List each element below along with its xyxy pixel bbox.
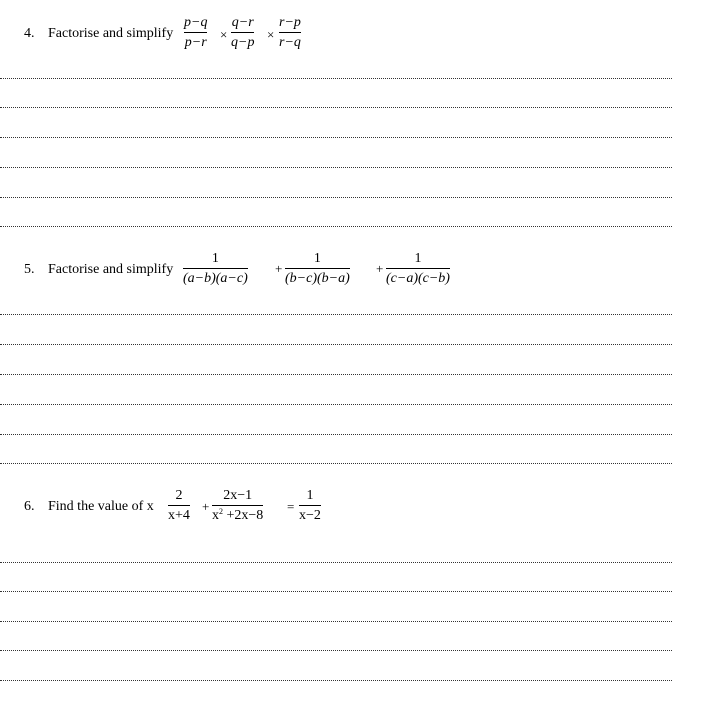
question-4-text: Factorise and simplify <box>48 26 174 41</box>
answer-line <box>0 591 672 592</box>
q4-fraction-3 <box>279 16 301 50</box>
answer-line <box>0 314 672 315</box>
answer-line <box>0 226 672 227</box>
fraction-bar <box>168 505 190 506</box>
question-6-text: Find the value of x <box>48 499 154 514</box>
question-6-number: 6. <box>24 499 35 514</box>
q6-denominator-rest: +2x−8 <box>223 508 264 523</box>
q6-denominator-exponent: 2 <box>219 507 223 516</box>
q4-operator-1: × <box>220 27 228 42</box>
answer-line <box>0 404 672 405</box>
q6-fraction-2-denominator <box>212 509 263 523</box>
answer-line <box>0 374 672 375</box>
fraction-bar <box>212 505 263 506</box>
question-4-number: 4. <box>24 26 35 41</box>
fraction-bar <box>285 268 350 269</box>
answer-line <box>0 650 672 651</box>
q4-fraction-2 <box>231 16 254 50</box>
q4-fraction-3-denominator: r−q <box>279 35 301 50</box>
q6-fraction-3-numerator: 1 <box>306 488 314 503</box>
answer-line <box>0 107 672 108</box>
q5-fraction-2 <box>285 252 350 286</box>
q5-fraction-3-denominator: (c−a)(c−b) <box>386 271 450 286</box>
q6-fraction-3-denominator: x−2 <box>299 508 321 523</box>
q4-fraction-2-denominator: q−p <box>231 35 255 50</box>
q6-fraction-3 <box>299 489 321 523</box>
answer-line <box>0 680 672 681</box>
q6-fraction-2-numerator: 2x−1 <box>223 488 253 503</box>
q5-operator-1: + <box>275 261 283 276</box>
answer-line <box>0 562 672 563</box>
q4-fraction-2-numerator: q−r <box>231 15 254 30</box>
q6-fraction-1-numerator: 2 <box>175 488 183 503</box>
question-5-text: Factorise and simplify <box>48 262 174 277</box>
q6-operator-2: = <box>287 499 295 514</box>
answer-line <box>0 463 672 464</box>
q6-operator-1: + <box>202 499 210 514</box>
fraction-bar <box>386 268 450 269</box>
answer-line <box>0 621 672 622</box>
q5-operator-2: + <box>376 261 384 276</box>
answer-line <box>0 434 672 435</box>
q5-fraction-1-numerator: 1 <box>211 251 219 266</box>
q6-denominator-base: x <box>212 508 219 523</box>
fraction-bar <box>299 505 321 506</box>
q4-fraction-1 <box>184 16 207 50</box>
q4-fraction-3-numerator: r−p <box>279 15 301 30</box>
fraction-bar <box>279 32 301 33</box>
answer-line <box>0 78 672 79</box>
fraction-bar <box>231 32 254 33</box>
answer-line <box>0 137 672 138</box>
answer-line <box>0 344 672 345</box>
q6-fraction-1 <box>168 489 190 523</box>
q5-fraction-2-denominator: (b−c)(b−a) <box>285 271 350 286</box>
answer-line <box>0 167 672 168</box>
fraction-bar <box>184 32 207 33</box>
question-5-number: 5. <box>24 262 35 277</box>
answer-line <box>0 197 672 198</box>
q4-operator-2: × <box>267 27 275 42</box>
q5-fraction-1 <box>183 252 248 286</box>
q6-fraction-1-denominator: x+4 <box>168 508 190 523</box>
q4-fraction-1-denominator: p−r <box>184 35 207 50</box>
q5-fraction-2-numerator: 1 <box>313 251 321 266</box>
q5-fraction-3-numerator: 1 <box>414 251 422 266</box>
q5-fraction-1-denominator: (a−b)(a−c) <box>183 271 248 286</box>
q4-fraction-1-numerator: p−q <box>184 15 208 30</box>
q5-fraction-3 <box>386 252 450 286</box>
fraction-bar <box>183 268 248 269</box>
q6-fraction-2 <box>212 489 263 523</box>
